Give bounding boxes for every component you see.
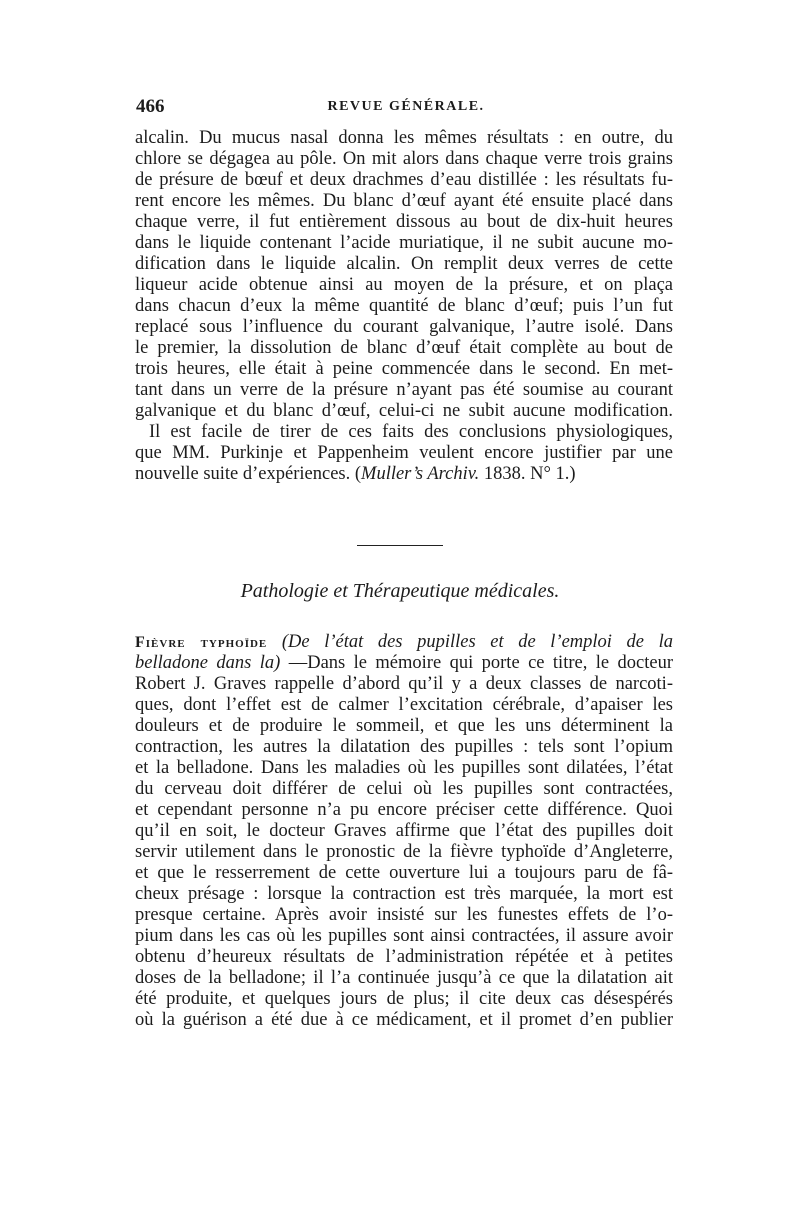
article-heading: Fièvre typhoïde xyxy=(135,634,268,651)
citation-lead: nouvelle suite d’expériences. ( xyxy=(135,464,362,484)
text-line: où la guérison a été due à ce médicament, et il promet d’en publier xyxy=(135,1010,673,1030)
text-line: le premier, la dissolution de blanc d’œuf était complète au bout de xyxy=(135,338,673,358)
paragraph-typhoid-fever xyxy=(135,632,673,1031)
text-line: qu’il en soit, le docteur Graves affirme que l’état des pupilles doit xyxy=(135,821,673,841)
text-line: dification dans le liquide alcalin. On remplit deux verres de cette xyxy=(135,254,673,274)
text-line-rest: —Dans le mémoire qui porte ce titre, le docteur xyxy=(280,653,673,673)
text-line: contraction, les autres la dilatation des pupilles : tels sont l’opium xyxy=(135,737,673,757)
article-subtitle: (De l’état des pupilles et de l’emploi de la xyxy=(267,632,673,652)
section-title: Pathologie et Thérapeutique médicales. xyxy=(240,580,560,602)
text-line: Robert J. Graves rappelle d’abord qu’il y a deux classes de narcoti- xyxy=(135,674,673,694)
text-line: été produite, et quelques jours de plus; il cite deux cas désespérés xyxy=(135,989,673,1009)
page-header xyxy=(136,96,676,120)
section-separator xyxy=(357,545,443,546)
text-line: du cerveau doit différer de celui où les pupilles sont contractées, xyxy=(135,779,673,799)
page-number: 466 xyxy=(136,96,165,117)
text-line: dans chacun d’eux la même quantité de blanc d’œuf; puis l’un fut xyxy=(135,296,673,316)
running-title: REVUE GÉNÉRALE. xyxy=(327,99,485,114)
text-line: de présure de bœuf et deux drachmes d’eau distillée : les résultats fu- xyxy=(135,170,673,190)
article-subtitle-cont: belladone dans la) xyxy=(135,653,281,673)
text-line: Il est facile de tirer de ces faits des conclusions physiologiques, xyxy=(149,422,673,442)
text-line: trois heures, elle était à peine commencée dans le second. En met- xyxy=(135,359,673,379)
text-line: et la belladone. Dans les maladies où les pupilles sont dilatées, l’état xyxy=(135,758,673,778)
text-line-heading xyxy=(135,632,673,653)
text-line: servir utilement dans le pronostic de la fièvre typhoïde d’Angleterre, xyxy=(135,842,673,862)
text-line: que MM. Purkinje et Pappenheim veulent encore justifier par une xyxy=(135,443,673,463)
text-line: doses de la belladone; il l’a continuée jusqu’à ce que la dilatation ait xyxy=(135,968,673,988)
paragraph-galvanic-digestion xyxy=(135,128,673,485)
citation-journal: Muller’s Archiv. xyxy=(361,464,480,484)
text-line-citation xyxy=(135,464,673,485)
text-line: et cependant personne n’a pu encore préciser cette différence. Quoi xyxy=(135,800,673,820)
text-line: presque certaine. Après avoir insisté sur les funestes effets de l’o- xyxy=(135,905,673,925)
text-line: tant dans un verre de la présure n’ayant pas été soumise au courant xyxy=(135,380,673,400)
text-line: dans le liquide contenant l’acide muriatique, il ne subit aucune mo- xyxy=(135,233,673,253)
text-line: et que le resserrement de cette ouverture lui a toujours paru de fâ- xyxy=(135,863,673,883)
text-line xyxy=(135,653,673,674)
text-line: chlore se dégagea au pôle. On mit alors dans chaque verre trois grains xyxy=(135,149,673,169)
text-line: ques, dont l’effet est de calmer l’excitation cérébrale, d’apaiser les xyxy=(135,695,673,715)
text-line: alcalin. Du mucus nasal donna les mêmes résultats : en outre, du xyxy=(135,128,673,148)
text-line: galvanique et du blanc d’œuf, celui-ci ne subit aucune modification. xyxy=(135,401,673,421)
text-line: pium dans les cas où les pupilles sont ainsi contractées, il assure avoir xyxy=(135,926,673,946)
text-line: rent encore les mêmes. Du blanc d’œuf ayant été ensuite placé dans xyxy=(135,191,673,211)
text-line: replacé sous l’influence du courant galvanique, l’autre isolé. Dans xyxy=(135,317,673,337)
text-line: chaque verre, il fut entièrement dissous au bout de dix-huit heures xyxy=(135,212,673,232)
text-line: cheux présage : lorsque la contraction est très marquée, la mort est xyxy=(135,884,673,904)
text-line: obtenu d’heureux résultats de l’administration répétée et à petites xyxy=(135,947,673,967)
text-line: douleurs et de produire le sommeil, et que les uns déterminent la xyxy=(135,716,673,736)
text-line: liqueur acide obtenue ainsi au moyen de la présure, et on plaça xyxy=(135,275,673,295)
citation-end: 1838. N° 1.) xyxy=(479,464,576,484)
